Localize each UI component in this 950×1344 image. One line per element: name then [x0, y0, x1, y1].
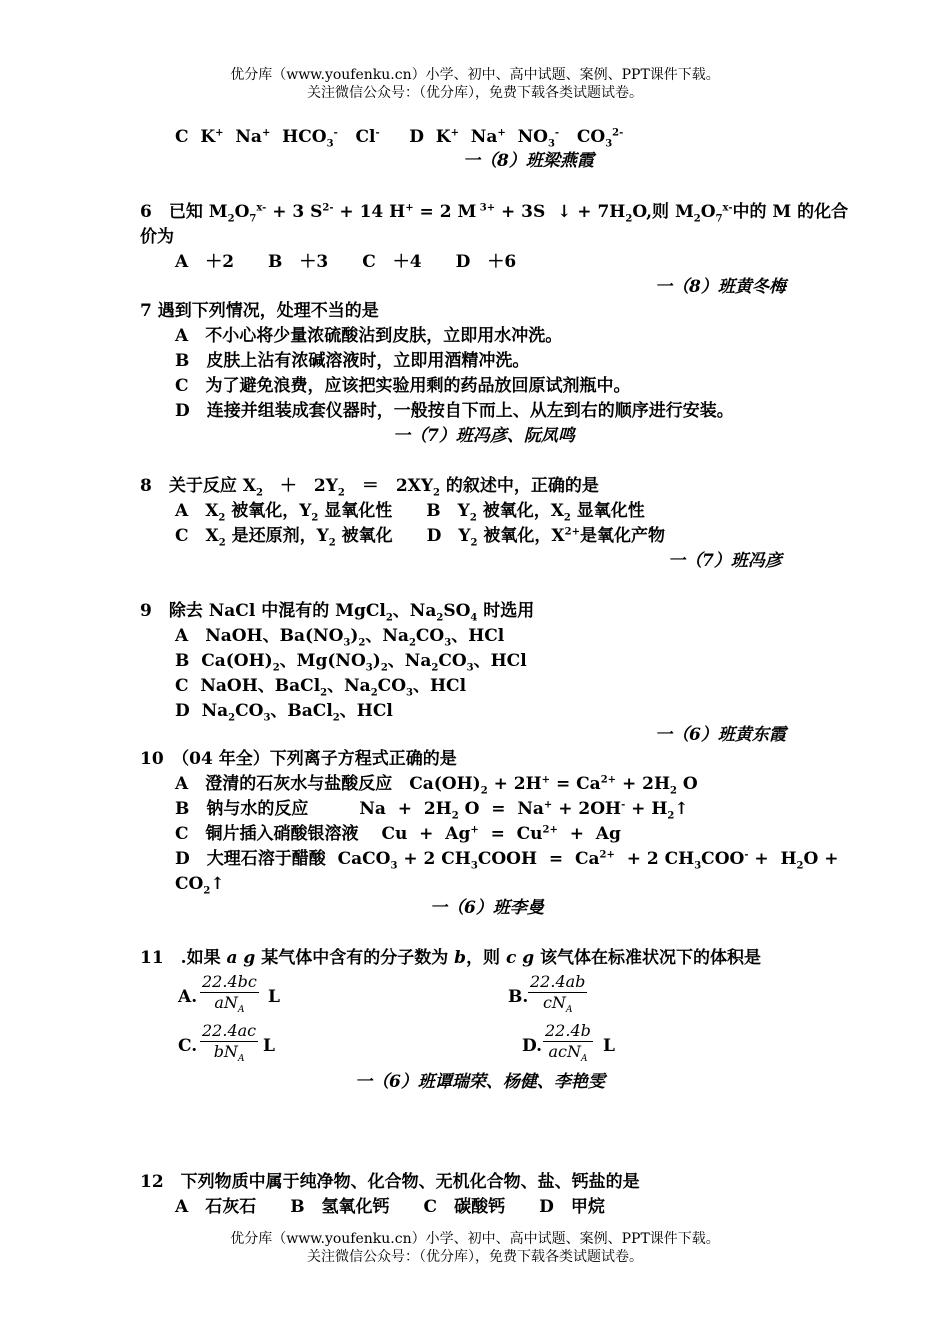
- q11-option-c-label: C.: [178, 1036, 198, 1056]
- page-footer-line1: 优分库（www.youfenku.cn）小学、初中、高中试题、案例、PPT课件下载。: [230, 1231, 720, 1247]
- q9-option-c: C NaOH、BaCl$_2$、$Na_2CO_3$、HCl: [175, 676, 467, 699]
- q7-option-d: D 连接并组装成套仪器时，一般按自下而上、从左到右的顺序进行安装。: [175, 401, 734, 421]
- q7-option-a: A 不小心将少量浓硫酸沾到皮肤，立即用水冲洗。: [175, 326, 563, 346]
- q10-option-d: D 大理石溶于醋酸 CaCO$_3$ + 2 $CH_3COOH = Ca^{2+} + 2$ $CH_3COO^- + H_2O$ +: [175, 849, 839, 872]
- q8-stem: 8 关于反应 $X_2$ ＋ $2Y_2$ ＝ $2XY_2$ 的叙述中，正确的是: [140, 476, 599, 499]
- q11-stem: 11 .如果 a g 某气体中含有的分子数为 b，则 c g 该气体在标准状况下的体积是: [140, 948, 762, 968]
- q11-option-a-fraction: 22.4bc $aN_A$: [202, 972, 257, 1016]
- q11-option-d-fraction: 22.4b acN$_A$: [545, 1021, 591, 1065]
- q11-option-c-unit: L: [263, 1036, 275, 1056]
- q12-stem: 12 下列物质中属于纯净物、化合物、无机化合物、盐、钙盐的是: [140, 1172, 640, 1192]
- q7-option-c: C 为了避免浪费，应该把实验用剩的药品放回原试剂瓶中。: [175, 376, 631, 396]
- q6-credit: 一（8）班黄冬梅: [655, 277, 786, 297]
- q11-option-a-unit: L: [268, 987, 280, 1007]
- q7-stem: 7 遇到下列情况，处理不当的是: [140, 301, 379, 321]
- q10-stem: 10 （04 年全）下列离子方程式正确的是: [140, 749, 457, 769]
- q11-option-d-unit: L: [603, 1036, 615, 1056]
- q11-option-d-label: D.: [522, 1036, 543, 1056]
- q11-option-b-label: B.: [508, 987, 529, 1007]
- page-footer-line2: 关注微信公众号：（优分库），免费下载各类试题试卷。: [307, 1249, 643, 1265]
- q10-credit: 一（6）班李曼: [430, 898, 544, 918]
- q6-stem: 6 已知 $M_2O_7^{x-} + 3$ $S^{2-} + 14$ H+ = 2 M $^{3+}$ + 3S ↓ + $7H_2O$,则 $M_2O_7^{x-}$中的 M 的化合: [140, 202, 849, 225]
- q5-options-cd: C K+ Na+ $HCO_3^-$ Cl- D K+ Na+ $NO_3^-$ $CO_3^{2-}$: [175, 127, 624, 150]
- q8-options-cd: C $X_2$ 是还原剂，$Y_2$ 被氧化 D $Y_2$ 被氧化，$X^{2+}$是氧化产物: [175, 526, 665, 549]
- q9-option-b: B $Ca(OH)_2$、$Mg(NO_3)_2$、$Na_2CO_3$、HCl: [175, 651, 527, 674]
- q9-option-a: A NaOH、$Ba(NO_3)_2$、$Na_2CO_3$、HCl: [175, 626, 505, 649]
- q12-options: A 石灰石 B 氢氧化钙 C 碳酸钙 D 甲烷: [175, 1197, 605, 1217]
- q9-stem: 9 除去 NaCl 中混有的 MgCl$_2$、$Na_2SO_4$ 时选用: [140, 601, 535, 624]
- q10-option-d-cont: $CO_2↑$: [175, 874, 225, 897]
- q10-option-b: B 钠与水的反应 $Na + 2H_2$ $O = Na^+ + 2OH^- + H_2↑$: [175, 799, 689, 822]
- q10-option-c: C 铜片插入硝酸银溶液 $Cu + Ag^+ = Cu^{2+} + Ag$: [175, 824, 621, 844]
- q6-options: A ＋2 B ＋3 C ＋4 D ＋6: [175, 252, 517, 272]
- q9-option-d: D $Na_2CO_3$、BaCl$_2$、HCl: [175, 701, 393, 724]
- page-header-line2: 关注微信公众号：（优分库），免费下载各类试题试卷。: [307, 85, 643, 101]
- q5-credit: 一（8）班梁燕霞: [463, 151, 594, 171]
- q8-credit: 一（7）班冯彦: [668, 551, 782, 571]
- q11-option-b-fraction: 22.4ab $cN_A$: [530, 972, 586, 1016]
- q7-credit: 一（7）班冯彦、阮凤鸣: [393, 426, 575, 446]
- q6-stem-line2: 价为: [140, 227, 174, 247]
- q10-option-a: A 澄清的石灰水与盐酸反应 $Ca(OH)_2 + 2H^+ = Ca^{2+} + 2H_2$ O: [175, 774, 698, 797]
- q11-option-c-fraction: 22.4ac $bN_A$: [202, 1021, 257, 1065]
- page-header-line1: 优分库（www.youfenku.cn）小学、初中、高中试题、案例、PPT课件下载。: [230, 67, 720, 83]
- q11-option-a-label: A.: [178, 987, 198, 1007]
- q7-option-b: B 皮肤上沾有浓碱溶液时，立即用酒精冲洗。: [175, 351, 530, 371]
- q9-credit: 一（6）班黄东霞: [655, 725, 786, 745]
- q11-credit: 一（6）班谭瑞荣、杨健、李艳雯: [355, 1072, 605, 1092]
- q8-options-ab: A $X_2$ 被氧化，$Y_2$ 显氧化性 B $Y_2$ 被氧化，$X_2$ 显氧化性: [175, 501, 645, 524]
